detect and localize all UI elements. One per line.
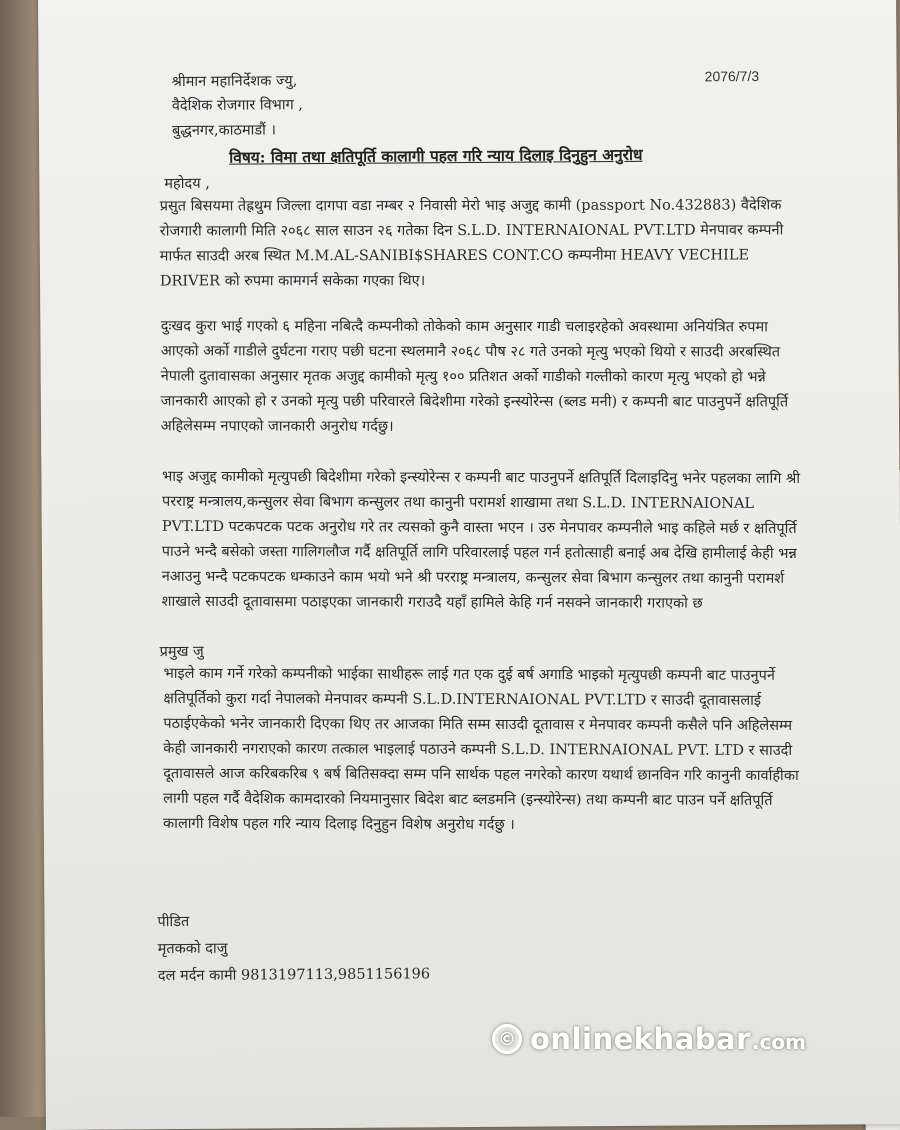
address-line: वैदेशिक रोजगार विभाग , xyxy=(171,97,304,115)
subject-line: विषय: विमा तथा क्षतिपूर्ति कालागी पहल गरि न्याय दिलाइ दिनुहुन अनुरोध xyxy=(229,144,643,167)
letter-page xyxy=(38,0,900,1130)
salutation: महोदय , xyxy=(164,175,210,193)
onlinekhabar-watermark xyxy=(492,1022,806,1056)
address-line: बुद्धनगर,काठमाडौं । xyxy=(171,122,277,139)
section-heading: प्रमुख जु xyxy=(159,643,204,661)
signature-block xyxy=(157,907,430,990)
watermark-brand: onlinekhabar xyxy=(530,1022,751,1056)
copyright-icon: © xyxy=(492,1024,522,1054)
body-paragraph-1: प्रसुत बिसयमा तेह्रथुम जिल्ला दागपा वडा नम्बर २ निवासी मेरो भाइ अजुद्द कामी (passport No.432883) वैदेशिक रोजगारी कालागी मिति २०६८ साल साउन २६ गतेका दिन S.L.D. INTERNAIONAL PVT.LTD मेनपावर कम्पनी मार्फत साउदी अरब स्थित M.M.AL-SANIBI$SHARES CONT.CO कम्पनीमा HEAVY VECHILE DRIVER को रुपमा कामगर्न सकेका गएका थिए। xyxy=(159,197,784,290)
signature-line: पीडित xyxy=(157,913,190,931)
signature-line: मृतकको दाजु xyxy=(157,940,228,958)
body-paragraph-4: भाइले काम गर्ने गरेको कम्पनीको भाईका साथीहरू लाई गत एक दुई बर्ष अगाडि भाइको मृत्युपछी कम्पनी बाट पाउनुपर्ने क्षतिपूर्तिको कुरा गर्दा नेपालको मेनपावर कम्पनी S.L.D.INTERNAIONAL PVT.LTD र साउदी दूतावासलाई पठाईएकेको भनेर जानकारी दिएका थिए तर आजका मिति सम्म साउदी दूतावास र मेनपावर कम्पनी कसैले पनि अहिलेसम्म केही जानकारी नगराएको कारण तत्काल भाइलाई पठाउने कम्पनी S.L.D. INTERNAIONAL PVT. LTD र साउदी दूतावासले आज करिबकरिब ९ बर्ष बितिसक्दा सम्म पनि सार्थक पहल नगरेको कारण यथार्थ छानविन गरि कानुनी कार्वाहीका लागी पहल गर्दै वैदेशिक कामदारको नियमानुसार बिदेश बाट ब्लडमनि (इन्स्योरेन्स) तथा कम्पनी बाट पाउन पर्ने क्षतिपूर्ति कालागी विशेष पहल गरि न्याय दिलाइ दिनुहुन विशेष अनुरोध गर्दछु । xyxy=(163,665,799,834)
address-line: श्रीमान महानिर्देशक ज्यु, xyxy=(171,73,298,91)
watermark-tld: .com xyxy=(751,1030,806,1054)
body-paragraph-2: दुःखद कुरा भाई गएको ६ महिना नबित्दै कम्पनीको तोकेको काम अनुसार गाडी चलाइरहेको अवस्थामा अनियंत्रित रुपमा आएको अर्को गाडीले दुर्घटना गराए पछी घटना स्थलमानै २०६८ पौष २८ गते उनको मृत्यु भएको थियो र साउदी अरबस्थित नेपाली दुतावासका अनुसार मृतक अजुद्द कामीको मृत्यु १०० प्रतिशत अर्को गाडीको गल्तीको कारण मृत्यु भएको हो भन्ने जानकारी आएको हो र उनको मृत्यु पछी परिवारले बिदेशीमा गरेको इन्स्योरेन्स (ब्लड मनी) र कम्पनी बाट पाउनुपर्ने क्षतिपूर्ति अहिलेसम्म नपाएको जानकारी अनुरोध गर्दछु। xyxy=(160,318,789,435)
letter-date: 2076/7/3 xyxy=(704,67,760,85)
recipient-address xyxy=(172,73,304,147)
signature-line: दल मर्दन कामी 9813197113,9851156196 xyxy=(157,966,431,985)
body-paragraph-3: भाइ अजुद्द कामीको मृत्युपछी बिदेशीमा गरेको इन्स्योरेन्स र कम्पनी बाट पाउनुपर्ने क्षतिपूर्ति दिलाइदिनु भनेर पहलका लागि श्री परराष्ट्र मन्त्रालय,कन्सुलर सेवा बिभाग कन्सुलर तथा कानुनी परामर्श शाखामा तथा S.L.D. INTERNAIONAL PVT.LTD पटकपटक पटक अनुरोध गरे तर त्यसको कुनै वास्ता भएन । उरु मेनपावर कम्पनीले भाइ कहिले मर्छ र क्षतिपूर्ति पाउने भन्दै बसेको जस्ता गालिगलौज गर्दै क्षतिपूर्ति लागि परिवारलाई पहल गर्न हतोत्साही बनाई अब देखि हामीलाई केही भन्न नआउनु भन्दै पटकपटक धम्काउने काम भयो भने श्री परराष्ट्र मन्त्रालय, कन्सुलर सेवा बिभाग कन्सुलर तथा कानुनी परामर्श शाखाले साउदी दूतावासमा पठाइएका जानकारी गराउदै यहाँ हामिले केहि गर्न नसक्ने जानकारी गराएको छ xyxy=(161,468,801,612)
